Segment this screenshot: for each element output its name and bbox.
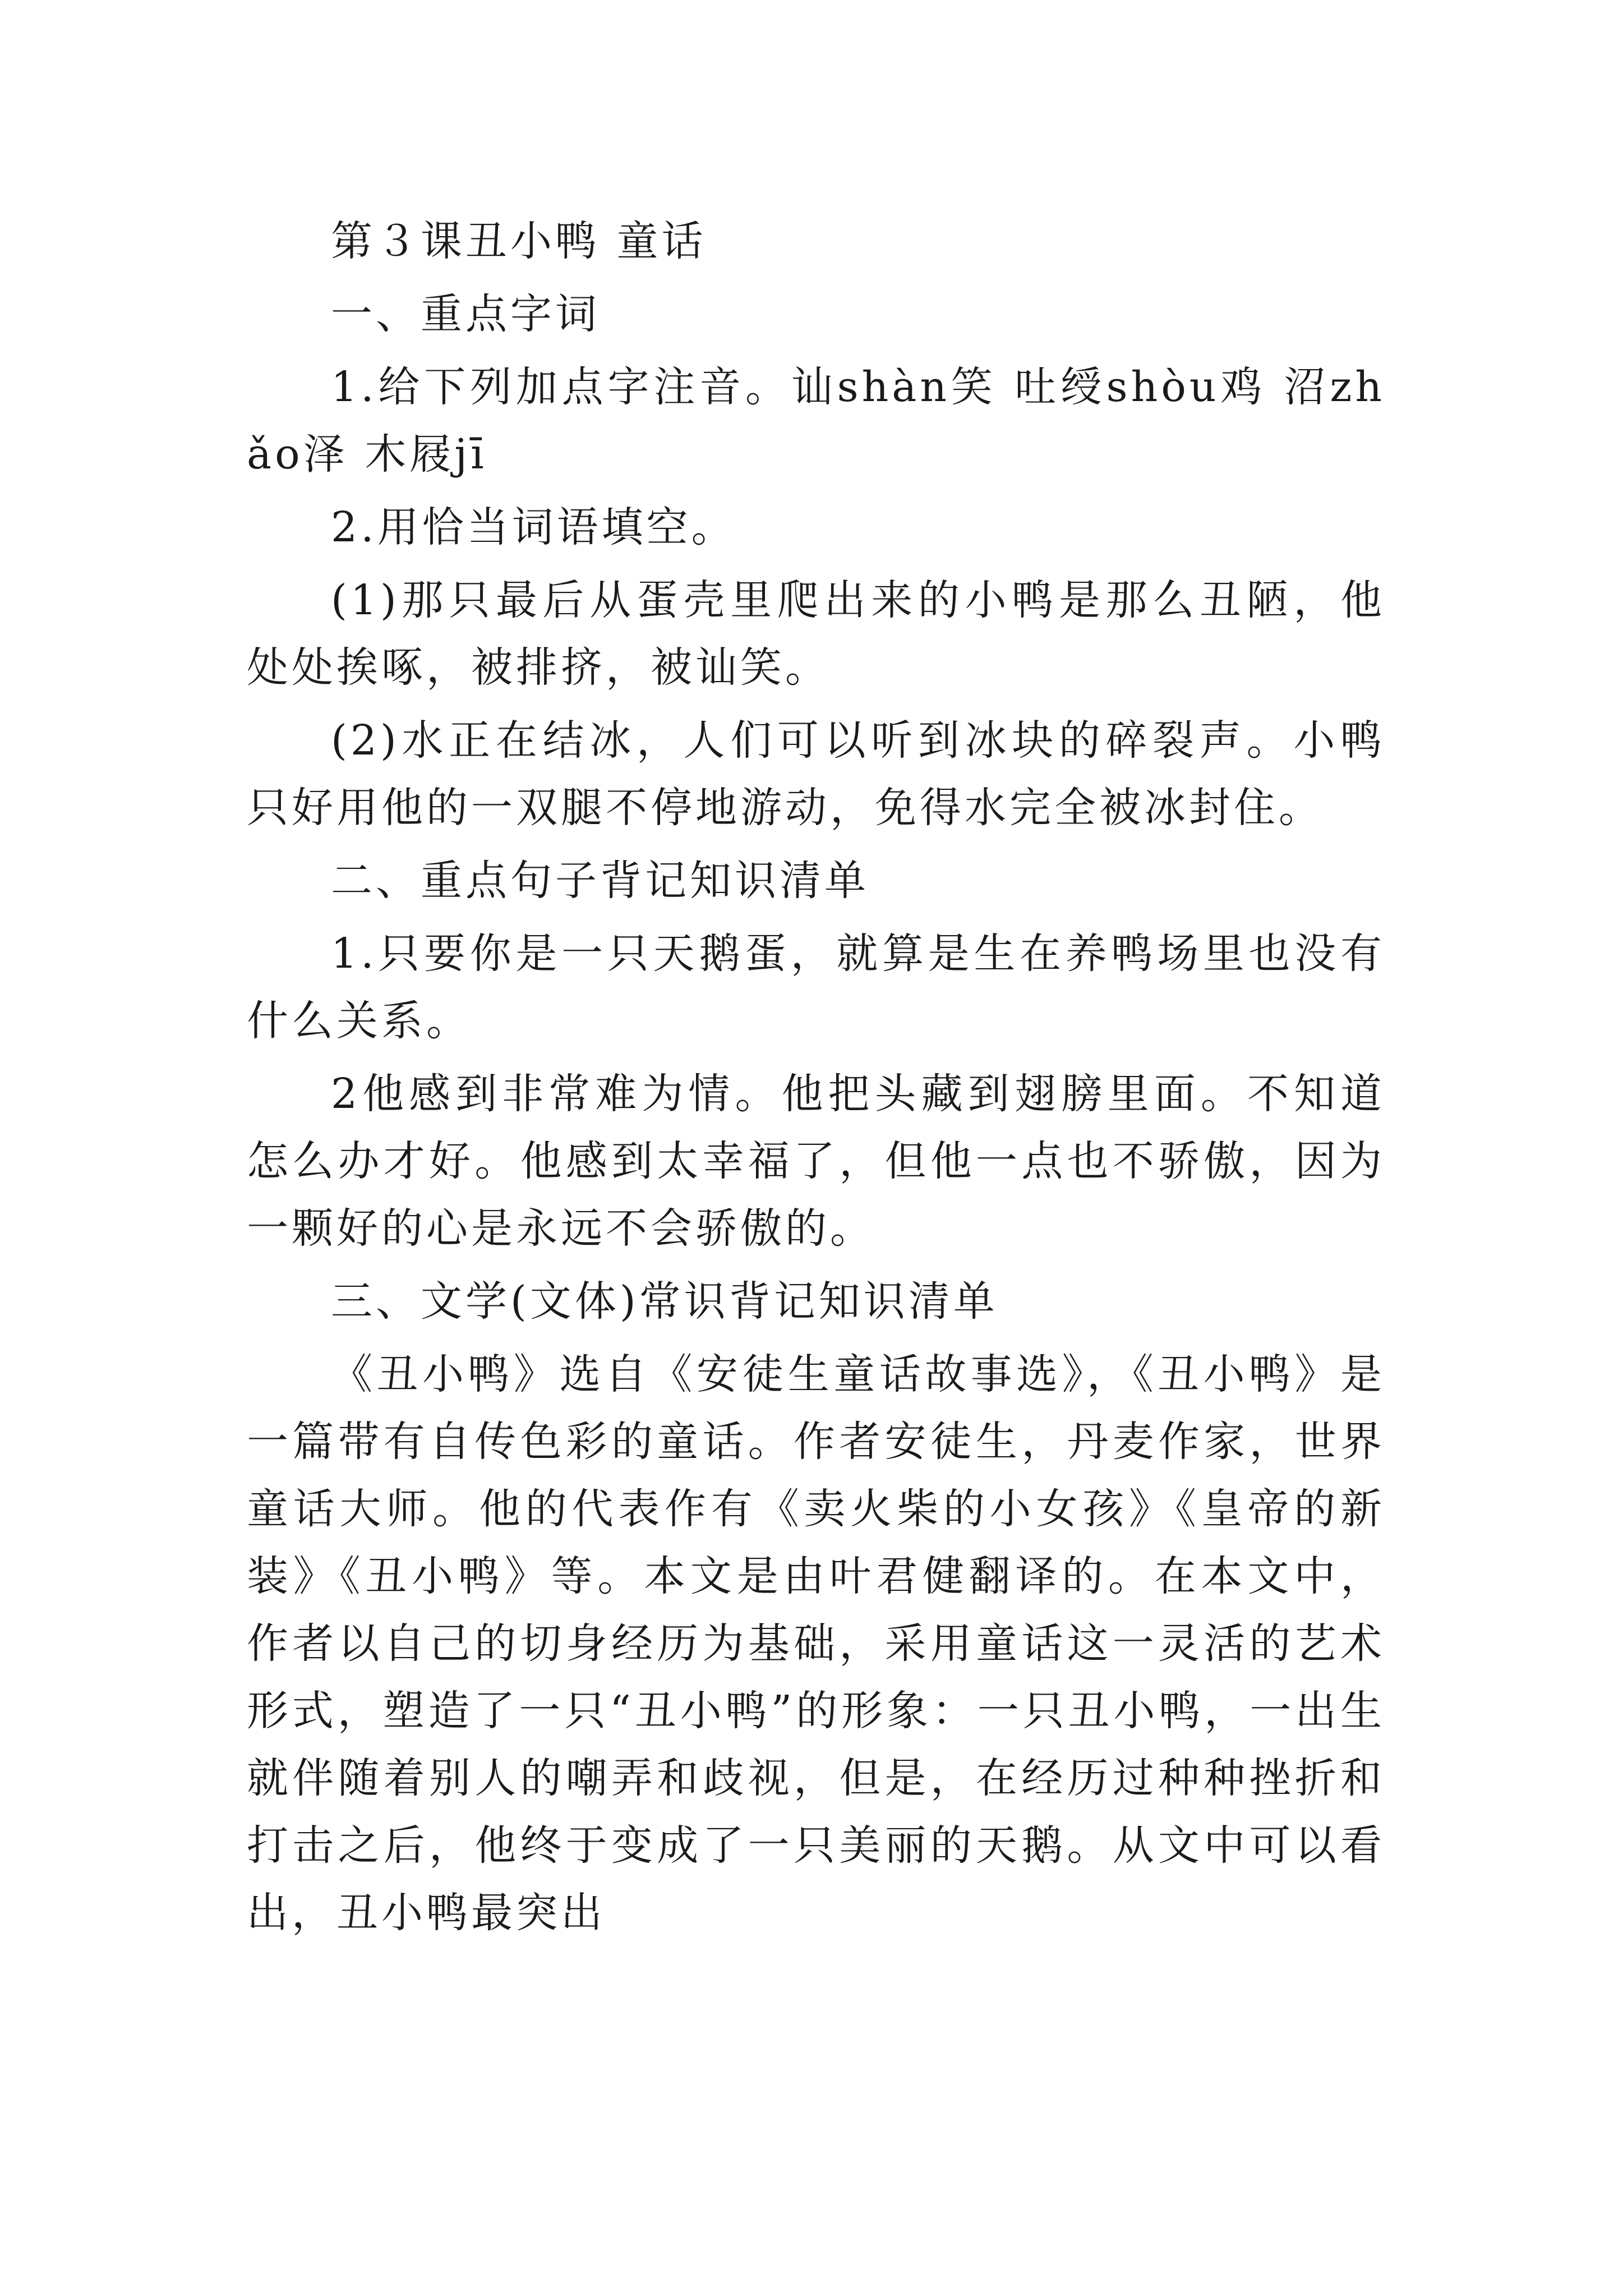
literary-knowledge-paragraph: 《丑小鸭》选自《安徒生童话故事选》，《丑小鸭》是一篇带有自传色彩的童话。作者安徒生，丹麦作家，世界童话大师。他的代表作有《卖火柴的小女孩》《皇帝的新装》《丑小鸭》等。本文是由叶君健翻译的。在本文中，作者以自己的切身经历为基础，采用童话这一灵活的艺术形式，塑造了一只“丑小鸭”的形象：一只丑小鸭，一出生就伴随着别人的嘲弄和歧视，但是，在经历过种种挫折和打击之后，他终于变成了一只美丽的天鹅。从文中可以看出，丑小鸭最突出 bbox=[247, 1350, 1385, 1937]
exercise-fill-in: 2.用恰当词语填空。 bbox=[331, 503, 736, 551]
section-heading-key-sentences: 二、重点句子背记知识清单 bbox=[331, 857, 869, 905]
document-body bbox=[247, 208, 1385, 1947]
fill-in-item-1: (1)那只最后从蛋壳里爬出来的小鸭是那么丑陋，他处处挨啄，被排挤，被讪笑。 bbox=[247, 576, 1385, 692]
exercise-pinyin: 1.给下列加点字注音。讪shàn笑 吐绶shòu鸡 沼zhǎo泽 木屐jī bbox=[247, 363, 1385, 478]
key-sentence-2: 2他感到非常难为情。他把头藏到翅膀里面。不知道怎么办才好。他感到太幸福了，但他一点也不骄傲，因为一颗好的心是永远不会骄傲的。 bbox=[247, 1070, 1385, 1253]
section-heading-literary-knowledge: 三、文学(文体)常识背记知识清单 bbox=[331, 1277, 998, 1326]
key-sentence-1: 1.只要你是一只天鹅蛋，就算是生在养鸭场里也没有什么关系。 bbox=[247, 930, 1385, 1045]
section-heading-key-words: 一、重点字词 bbox=[331, 290, 600, 338]
lesson-title: 第３课丑小鸭 童话 bbox=[331, 217, 707, 265]
fill-in-item-2: (2)水正在结冰，人们可以听到冰块的碎裂声。小鸭只好用他的一双腿不停地游动，免得水完全被冰封住。 bbox=[247, 716, 1385, 832]
